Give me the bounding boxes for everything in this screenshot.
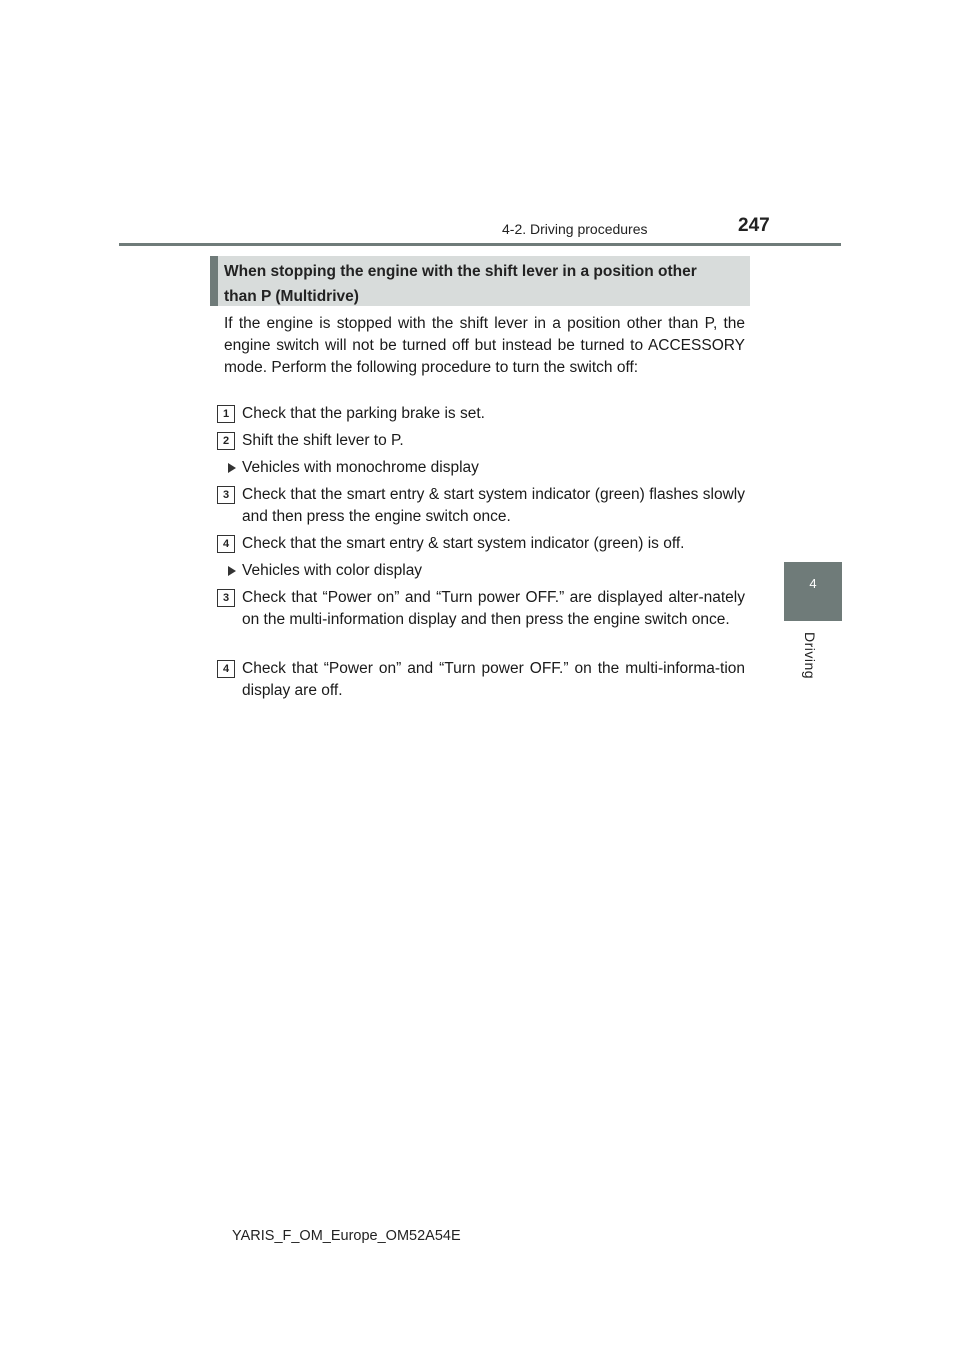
subsection-heading: Vehicles with monochrome display	[242, 459, 479, 476]
step-text: Check that the smart entry & start system indicator (green) flashes slowly and then press the engine switch once.	[242, 486, 745, 525]
intro-paragraph: If the engine is stopped with the shift lever in a position other than P, the engine switch will not be turned off but instead be turned to ACCESSORY mode. Perform the following procedure to turn the switch off:	[224, 315, 745, 376]
document-footer-id: YARIS_F_OM_Europe_OM52A54E	[232, 1228, 461, 1244]
step-number-badge: 1	[217, 405, 235, 423]
subsection-heading: Vehicles with color display	[242, 562, 423, 579]
triangle-bullet-icon	[228, 566, 236, 576]
step-number-badge: 4	[217, 535, 235, 553]
section-heading-box	[210, 256, 750, 306]
page-number: 247	[738, 215, 770, 236]
step-text: Check that the parking brake is set.	[242, 405, 485, 422]
header-section-title: 4-2. Driving procedures	[502, 221, 648, 237]
step-text: Check that the smart entry & start system indicator (green) is off.	[242, 535, 685, 552]
section-title-line2: than P (Multidrive)	[224, 288, 359, 305]
step-text: Shift the shift lever to P.	[242, 432, 404, 449]
chapter-label: Driving	[802, 632, 818, 680]
step-number-badge: 3	[217, 589, 235, 607]
step-number-badge: 2	[217, 432, 235, 450]
step-text: Check that “Power on” and “Turn power OFF.” on the multi-informa-tion display are off.	[242, 660, 745, 699]
step-text: Check that “Power on” and “Turn power OFF.” are displayed alter-nately on the multi-information display and then press the engine switch once.	[242, 589, 745, 628]
step-number-badge: 3	[217, 486, 235, 504]
step-number-badge: 4	[217, 660, 235, 678]
chapter-number: 4	[809, 576, 817, 591]
chapter-tab	[784, 562, 842, 621]
section-title-line1: When stopping the engine with the shift lever in a position other	[224, 263, 697, 280]
triangle-bullet-icon	[228, 463, 236, 473]
header-divider	[119, 243, 841, 246]
